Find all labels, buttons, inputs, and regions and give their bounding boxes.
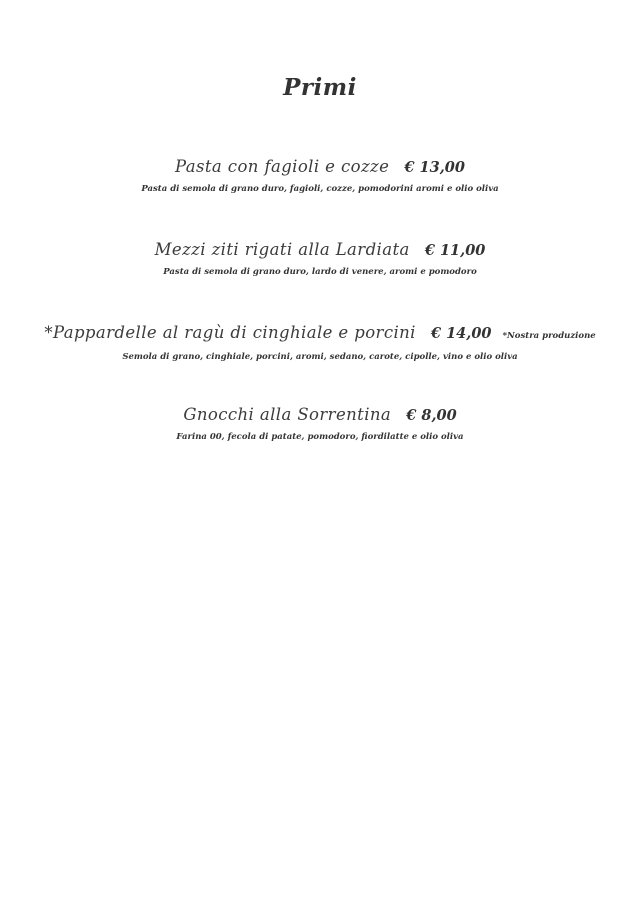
- dish-description: Pasta di semola di grano duro, lardo di venere, aromi e pomodoro: [163, 267, 477, 277]
- menu-item: [0, 403, 640, 444]
- dish-description: Pasta di semola di grano duro, fagioli, cozze, pomodorini aromi e olio oliva: [141, 184, 499, 194]
- menu-item-line: [0, 155, 640, 180]
- menu-item: [0, 155, 640, 196]
- menu-item-line: [0, 238, 640, 263]
- dish-price: € 14,00: [430, 325, 492, 342]
- dish-price: € 8,00: [406, 407, 457, 424]
- production-note: *Nostra produzione: [502, 331, 596, 341]
- dish-description: Farina 00, fecola di patate, pomodoro, fiordilatte e olio oliva: [176, 432, 464, 442]
- menu-item-line: [0, 321, 640, 348]
- dish-name: Pasta con fagioli e cozze: [175, 157, 390, 176]
- menu-item-line: [0, 403, 640, 428]
- section-title: Primi: [283, 74, 357, 101]
- dish-name: *Pappardelle al ragù di cinghiale e porcini: [44, 323, 416, 342]
- dish-description: Semola di grano, cinghiale, porcini, aromi, sedano, carote, cipolle, vino e olio oliva: [122, 352, 518, 362]
- dish-price: € 11,00: [424, 242, 486, 259]
- dish-price: € 13,00: [404, 159, 465, 176]
- dish-name: Gnocchi alla Sorrentina: [183, 405, 392, 424]
- dish-name: Mezzi ziti rigati alla Lardiata: [154, 240, 410, 259]
- menu-item: [0, 238, 640, 279]
- menu-item: [0, 321, 640, 364]
